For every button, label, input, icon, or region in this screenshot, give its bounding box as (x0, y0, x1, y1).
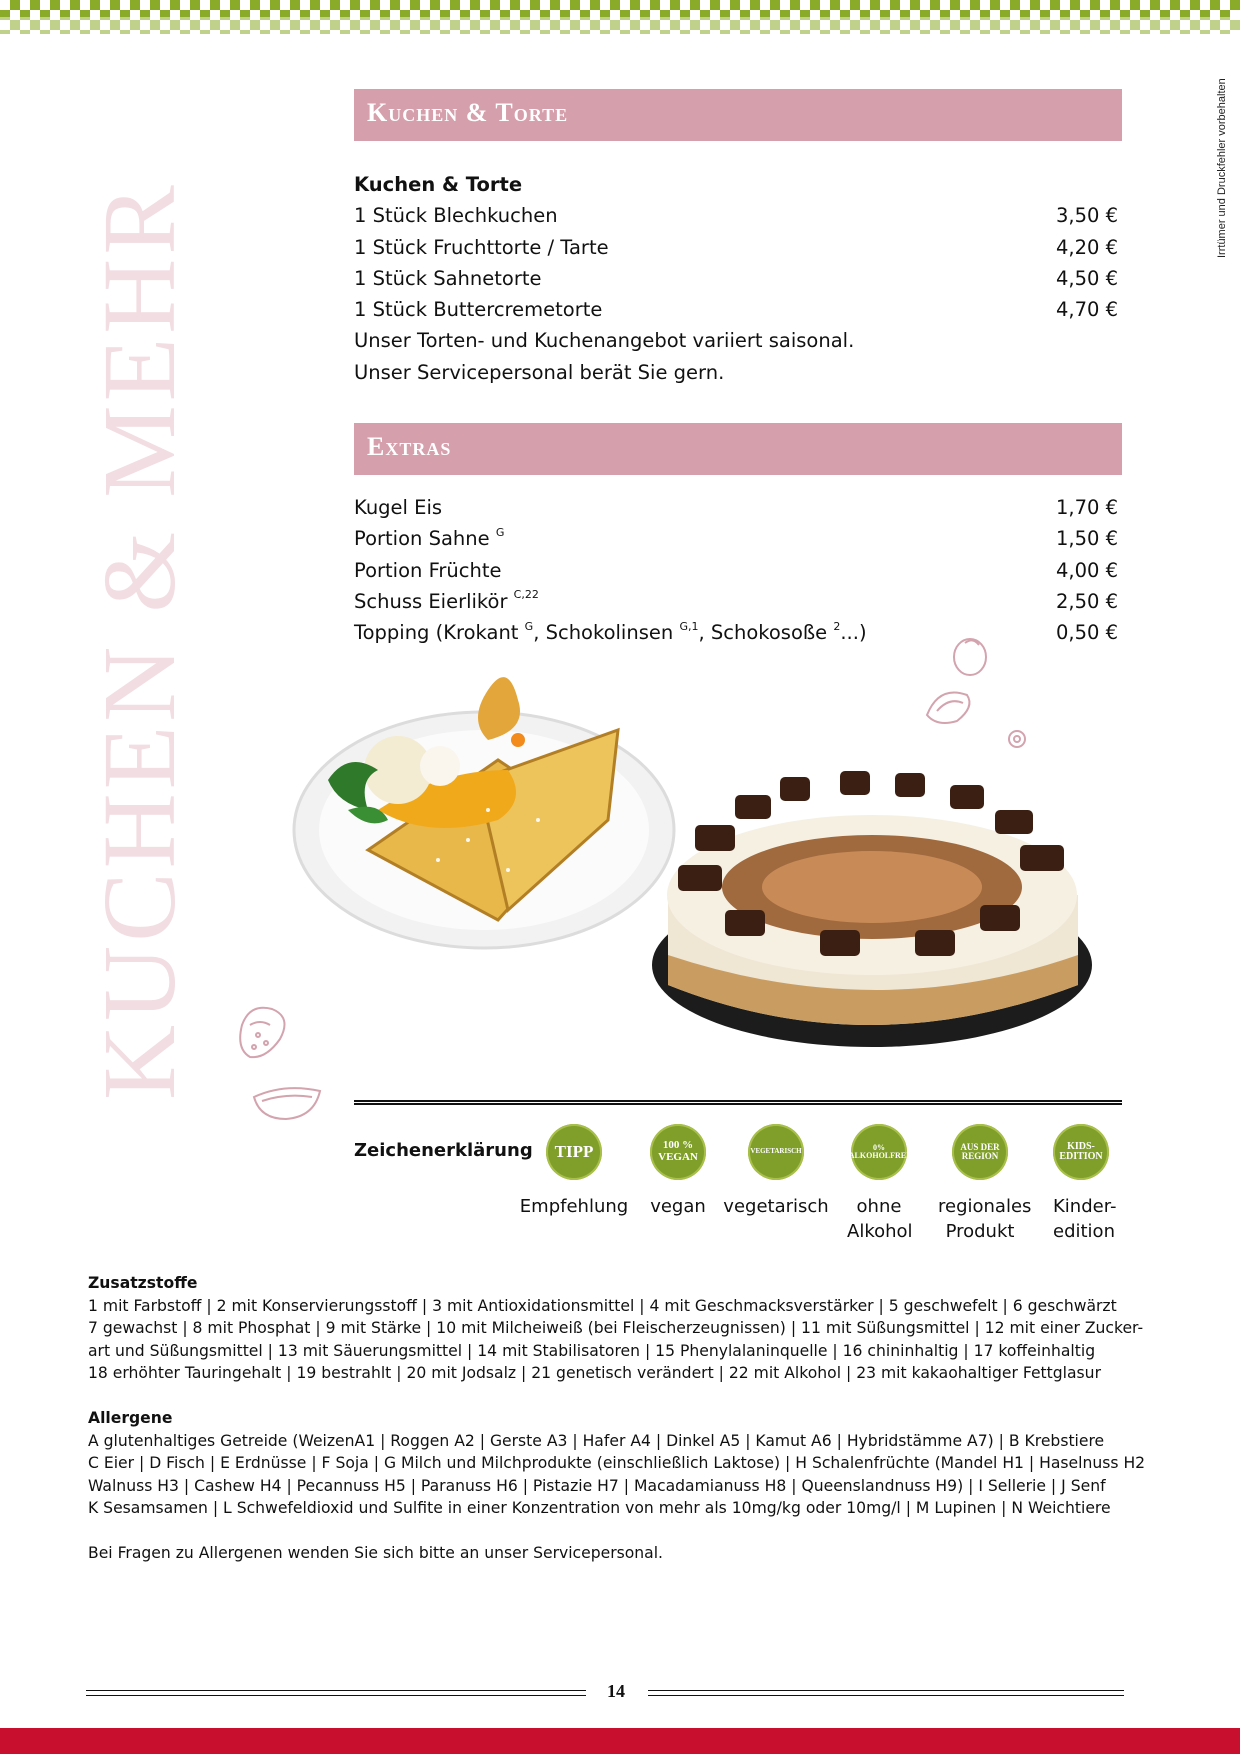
footer-band (0, 1728, 1240, 1754)
vegan-badge-icon: 100 % VEGAN (650, 1124, 706, 1180)
menu-item: Topping (Krokant $^G$, Schokolinsen $^{G,1}$, Schokosoße $^2$...) 0,50 € (354, 617, 1118, 648)
price: 1,70 € (1055, 496, 1118, 519)
additives-block (88, 1272, 1168, 1385)
menu-item: 1 Stück Fruchttorte / Tarte 4,20 € (354, 232, 1118, 263)
legend-label: vegetarisch (723, 1196, 829, 1217)
price: 4,70 € (1055, 298, 1118, 322)
regional-badge-icon: AUS DER REGION (952, 1124, 1008, 1180)
menu-list-kuchen (354, 169, 1118, 388)
kids-edition-badge-icon: KIDS-EDITION (1053, 1124, 1109, 1180)
menu-item: 1 Stück Buttercremetorte 4,70 € (354, 294, 1118, 325)
allergens-line: K Sesamsamen | L Schwefeldioxid und Sulfite in einer Konzentration von mehr als 10mg/kg oder 10mg/l | M Lupinen | N Weichtiere (88, 1499, 1111, 1517)
allergens-line: A glutenhaltiges Getreide (WeizenA1 | Roggen A2 | Gerste A3 | Hafer A4 | Dinkel A5 | Kamut A6 | Hybridstämme A7) | B Krebstiere (88, 1431, 1105, 1450)
legend-label: regionales Produkt (938, 1196, 1032, 1242)
divider (354, 1100, 1122, 1105)
menu-note: Unser Torten- und Kuchenangebot variiert saisonal. (354, 329, 855, 353)
section-title: Kuchen & Torte (367, 98, 569, 127)
crepes-photo (288, 660, 680, 960)
cake-photo (650, 755, 1095, 1065)
menu-list-extras (354, 492, 1118, 648)
price: 0,50 € (1055, 621, 1118, 645)
legend-label: ohne Alkohol (847, 1196, 913, 1242)
price: 1,50 € (1055, 527, 1118, 551)
legend-title: Zeichenerklärung (354, 1140, 533, 1161)
strawberry-doodle (232, 995, 342, 1135)
alcohol-free-badge-icon: 0% ALKOHOLFREI (851, 1124, 907, 1180)
section-header-extras (354, 423, 1122, 475)
legend-label: vegan (650, 1196, 706, 1217)
price: 4,50 € (1055, 266, 1118, 290)
section-header-kuchen-torte (354, 89, 1122, 141)
checkered-border-fade (0, 17, 1240, 34)
menu-item: Kugel Eis 1,70 € (354, 492, 1118, 523)
footer-rule-right (648, 1690, 1124, 1696)
legend-label: Kinder-edition (1053, 1196, 1117, 1242)
menu-item: Portion Sahne $^G$ 1,50 € (354, 523, 1118, 554)
menu-item: 1 Stück Sahnetorte 4,50 € (354, 263, 1118, 294)
menu-item: 1 Stück Blechkuchen 3,50 € (354, 200, 1118, 231)
menu-item: Portion Früchte 4,00 € (354, 555, 1118, 586)
menu-item: Schuss Eierlikör $^{C,22}$ 2,50 € (354, 586, 1118, 617)
menu-note: Unser Servicepersonal berät Sie gern. (354, 360, 725, 384)
allergens-line: Walnuss H3 | Cashew H4 | Pecannuss H5 | Paranuss H6 | Pistazie H7 | Macadamianuss H8 | Queenslandnuss H9) | I Sellerie | J Senf (88, 1476, 1106, 1495)
vegetarian-badge-icon: VEGETARISCH (748, 1124, 804, 1180)
disclaimer-note: Irrtümer und Druckfehler vorbehalten (1216, 78, 1228, 258)
additives-line: 1 mit Farbstoff | 2 mit Konservierungsstoff | 3 mit Antioxidationsmittel | 4 mit Geschmacksverstärker | 5 geschwefelt | 6 geschwärzt (88, 1296, 1117, 1315)
price: 4,20 € (1055, 235, 1118, 259)
allergens-line: C Eier | D Fisch | E Erdnüsse | F Soja | G Milch und Milchprodukte (einschließlich Laktose) | H Schalenfrüchte (Mandel H1 | Haselnuss H2 (88, 1454, 1146, 1472)
fruit-doodle (925, 635, 1035, 755)
additives-title: Zusatzstoffe (88, 1274, 198, 1292)
page-number: 14 (607, 1681, 625, 1701)
legend-label: Empfehlung (519, 1196, 629, 1217)
allergens-title: Allergene (88, 1409, 173, 1427)
closing-note: Bei Fragen zu Allergenen wenden Sie sich bitte an unser Servicepersonal. (88, 1544, 664, 1562)
price: 4,00 € (1055, 558, 1118, 582)
additives-line: 7 gewachst | 8 mit Phosphat | 9 mit Stärke | 10 mit Milcheiweiß (bei Fleischerzeugnissen) | 11 mit Süßungsmittel | 12 mit einer Zucker- (88, 1319, 1144, 1337)
footer-rule-left (86, 1690, 586, 1696)
side-title: KUCHEN & MEHR (82, 181, 197, 1100)
price: 3,50 € (1055, 204, 1118, 228)
menu-subheading: Kuchen & Torte (354, 173, 523, 196)
tipp-badge-icon: TIPP (546, 1124, 602, 1180)
section-title: Extras (367, 432, 452, 461)
additives-line: art und Süßungsmittel | 13 mit Säuerungsmittel | 14 mit Stabilisatoren | 15 Phenylalaninquelle | 16 chininhaltig | 17 koffeinhaltig (88, 1341, 1096, 1360)
price: 2,50 € (1055, 589, 1118, 613)
allergens-block (88, 1407, 1168, 1520)
additives-line: 18 erhöhter Tauringehalt | 19 bestrahlt | 20 mit Jodsalz | 21 genetisch verändert | 22 mit Alkohol | 23 mit kakaohaltiger Fettglasur (88, 1364, 1101, 1382)
